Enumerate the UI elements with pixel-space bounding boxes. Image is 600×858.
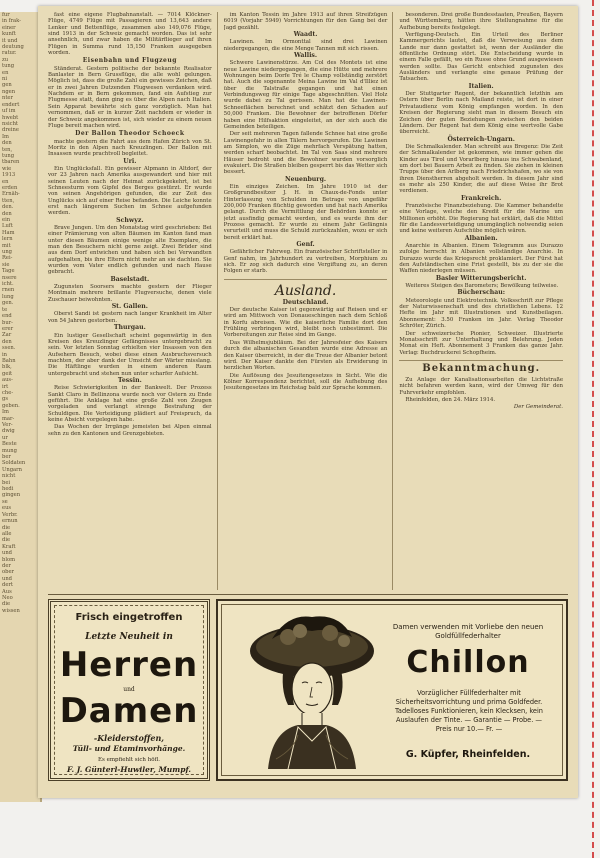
adjacent-page-fragment: den [2,210,12,217]
adjacent-page-fragment: die [2,537,11,544]
ad-word-herren: Herren [59,645,199,685]
adjacent-page-fragment: in frak- [2,18,21,25]
ad-description: Vorzüglicher Füllfederhalter mit Sicherheitsvorrichtung und prima Goldfeder. Tadelloses Funktionieren, kein Klecksen, kein Auslaufen der Tinte. — Garantie — Probe. — Preis nur 10.— Fr. — [395,689,543,733]
adjacent-page-fragment: die [2,601,11,608]
adjacent-page-fragment: dreine [2,127,19,134]
adjacent-page-fragment: wissen [2,607,20,614]
adjacent-page-fragment: nsere [2,274,17,281]
article-text: Zu Anlage der Kanalisationsarbeiten die Lichtstraße nicht befahren werden kann, wird der Umweg für den Fuhrverkehr empfohlen. [399,376,564,396]
canton-heading: Baselstadt. [110,275,150,283]
ad-word-und: und [123,686,135,693]
adjacent-page-fragment: Beste [2,441,17,448]
adjacent-page-fragment: Zar [2,332,12,339]
article-heading: Eisenbahn und Flugzeug [82,57,177,65]
country-heading: Italien. [468,82,494,90]
adjacent-page-fragment: nsicht [2,120,18,127]
lady-with-hat-illustration [248,609,376,769]
newspaper-page [38,6,578,798]
article-text: Ein Unglücksfall. Ein gewisser Alpmann in Altdorf, der vor 23 Jahren nach Amerika ausgewandert und hier mit seinen Leuten nach der Heimat zurückgekehrt, ist bei Schneesturm vom Gipfel des Berges gestürzt. Er wurde von seinen Angehörigen gefunden, die zur Zeit des Unglücks sich auf einer Reise befanden. Die Leiche konnte erst nach längerem Suchen im Schnee aufgefunden werden. [48,165,212,217]
adjacent-page-fragment: mung [2,447,17,454]
article-text: Der deutsche Kaiser ist gegenwärtig auf Reisen und er wird am Mittwoch von Donaueschingen nach dem Schloß in Korfu abreisen. Wie die kaiserliche Familie dort den Frühling verbringen wird, bleibt noch unbestimmt. Die Vorbereitungen zur Reise sind im Gange. [223,307,388,339]
adjacent-page-fragment: zu [2,56,9,63]
section-heading-ausland: Ausland. [224,279,388,299]
column-3 [399,12,568,590]
adjacent-page-fragment: den. [2,204,14,211]
adjacent-page-fragment: Bahn [2,357,16,364]
adjacent-page-fragment: ngen [2,88,16,95]
notice-date: Rheinfelden, den 24. März 1914. [405,396,496,403]
adjacent-page-fragment: ber [2,454,11,461]
adjacent-page-fragment: tung [2,152,15,159]
adjacent-page-fragment: lung [2,293,14,300]
adjacent-page-edge [0,12,42,802]
adjacent-page-fragment: tten, [2,197,15,204]
ad-line-vorhaenge: Tüll- und Etaminvorhänge. [72,744,186,753]
column-1 [48,12,218,590]
column-2 [224,12,394,590]
adjacent-page-fragment: ung [2,249,13,256]
adjacent-page-fragment: nter [2,95,13,102]
notice-signoff: Der Gemeinderat. [513,404,564,411]
canton-heading: Neuenburg. [284,175,327,183]
adjacent-page-fragment: en [2,178,9,185]
article-text: Anarchie in Albanien. Einem Telegramm aus Durazzo zufolge herrscht in Albanien vollständige Anarchie. In Durazzo wurde das Kriegsrecht proklamiert. Der Fürst hat den Aufständischen eine Frist gestellt, bis zu der sie die Waffen niederlegen müssen. [399,243,564,275]
adjacent-page-fragment: aus- [2,377,13,384]
article-text: Die Auflösung des Jesuitengesetzes in Sicht. Wie die Kölner Korrespondenz berichtet, soll die Aufhebung des Jesuitengesetzes im Reichstag bald zur Sprache kommen. [223,372,388,392]
adjacent-page-fragment: sie [2,261,10,268]
adjacent-page-fragment: Rei- [2,255,13,262]
country-heading: Albanien. [464,234,498,242]
adjacent-page-fragment: Verbr. [2,511,18,518]
adjacent-page-fragment: ni [2,76,8,83]
article-text: Gefährlicher Fahrweg. Ein französischer Schriftsteller in Genf nahm, im Jahrhundert zu vertreiben, Morphium zu sich. Er zog sich dadurch eine Vergiftung zu, an deren Folgen er starb. [223,249,388,275]
canton-heading: Thurgau. [113,324,146,332]
article-text: Zugunsten Soorsers machte gestern der Flieger Montmain mehrere brillante Flugversuche, denen viele Zuschauer beiwohnten. [48,284,212,303]
article-text: fast eine eigene Flugbahnanstalt. — 7014 Klöckner-Flüge, 4749 Flüge mit Passagieren und 13,643 andere Lenker und Bettenflüge, zusammen also 149,076 Flüge, sind 1913 in der Schweiz gemacht worden. Das ist sehr ansehnlich, und zwar haben die Militärflieger auf ihren Flügen in Summa rund 15,150 Franken ausgegeben worden. [48,12,212,57]
adjacent-page-fragment: ober [2,569,14,576]
article-text: Französische Finanzbeziehung. Die Kammer behandelte eine Vorlage, welche den Kredit für die Marine um Millionen erhöht. Die Regierung hat erklärt, daß die Mittel für die Landesverteidigung unumgänglich notwendig seien und keine weiteren Aufschübe möglich wären. [399,202,564,235]
adjacent-page-fragment: bei [2,479,11,486]
adjacent-page-fragment: gen. [2,300,14,307]
adjacent-page-fragment: blk, [2,364,12,371]
adjacent-page-fragment: blom [2,556,16,563]
adjacent-page-fragment: hwebt [2,114,19,121]
adjacent-page-fragment: Neo [2,594,13,601]
adjacent-page-fragment: Soldaten [2,460,26,467]
canton-heading: Uri. [123,157,137,165]
ad-tagline: Letzte Neuheit in [85,632,173,642]
adjacent-page-fragment: Im [2,409,9,416]
adjacent-page-fragment: erden [2,184,18,191]
adjacent-page-fragment: ernun [2,518,18,525]
ad-firm-name: F. J. Günterl-Huwiler, Mumpf. [66,765,192,774]
article-text: Ein lustiger Gesellschaft scheint gegenwärtig in den Kreisen des Kreuzlinger Gefängnisses untergebracht zu sein. Vor letzten Sonntag erhielten vier Insassen von den Aufsehern Besuch, wobei diese einen Ausbruchsversuch machten, der aber dank der Umsicht der Wärter misslang. Die Häftlinge wurden in einem anderen Raum untergebracht und stehen nun unter scharfer Aufsicht. [48,332,212,377]
adjacent-page-fragment: Ernäh- [2,191,20,198]
adjacent-page-fragment: gingen [2,492,21,499]
adjacent-page-fragment: Aus [2,588,12,595]
ad-line-kleiderstoffe: -Kleiderstoffen, [93,733,165,743]
article-text: Ein einziges Zeichen. Im Jahre 1910 ist der Großgrundbesitzer J. H. in Chaux-de-Fonds unter Hinterlassung von Schulden im Betrage von ungefähr 200,000 Franken flüchtig geworden und hat nach Amerika gelangt. Durch die Vermittlung der Behörden konnte er jetzt ausfindig gemacht werden, und es wurde ihm der Prozess gemacht. Er wurde zu einem Jahr Gefängnis verurteilt und muss die Schuld zurückzahlen, wozu er sich bereit erklärt hat. [223,183,388,241]
adjacent-page-fragment: und [2,575,13,582]
ad-intro-text: Damen verwenden mit Vorliebe den neuen Goldfüllfederhalter [392,623,544,640]
adjacent-page-fragment: irt [2,383,9,390]
canton-heading: Tessin. [117,376,142,384]
canton-heading: Genf. [296,241,315,249]
canton-heading: St. Gallen. [111,303,148,311]
adjacent-page-fragment: dert [2,582,13,589]
ad-firm-kuepfer: G. Küpfer, Rheinfelden. [405,749,531,760]
article-text: Das Wochen der Irrgänge jemeisten bei Alpen einmal sehn zu den Kantonen und Grenzgebieten. [48,424,212,437]
article-text: im Kanton Tessin im Jahre 1913 auf ihren Streifzügen 6019 (Vorjahr 5949) Vorrichtungen für den Gang bei der Jagd gezählt. [223,12,388,31]
canton-heading: Schwyz. [116,216,144,224]
article-text: Oberst Sandi ist gestern nach langer Krankheit im Alter von 54 Jahren gestorben. [48,311,212,324]
adjacent-page-fragment: endert [2,101,20,108]
article-text: Weiteres Steigen des Barometers; Bewölkung teilweise. [405,283,559,290]
article-text: Meteorologie und Elektrotechnik. Volksschrift zur Pflege der Naturwissenschaft und des christlichen Lebens. 12 Hefte im Jahr mit Illustrationen und Kunstbeilagen. Abonnement: 3.50 Franken im Jahr. Verlag Theodor Schröter, Zürich. [399,297,564,330]
adjacent-page-fragment: end [2,313,12,320]
article-text: Verfügung-Deutsch. Ein Urteil des Berliner Kammergerichts lautet, daß die Verweisung aus dem Lande nur dann gestattet ist, wenn der Ausländer die öffentliche Ordnung stört. Die Entscheidung wurde in einem Falle gefällt, wo ein Russe ohne Grund ausgewiesen werden sollte. Das Gericht entschied zugunsten des Ausländers und verlangte eine genaue Prüfung der Tatsachen. [399,32,564,83]
canton-heading: Wallis. [293,52,318,60]
ad-recommend: Es empfiehlt sich höfl. [98,757,160,763]
adjacent-page-fragment: Ver- [2,422,13,428]
adjacent-page-fragment: die [2,524,11,531]
adjacent-page-fragment: lern [2,236,13,243]
ad-brand-chillon: Chillon [406,645,530,680]
adjacent-page-fragment: gen [2,82,12,89]
ad-word-damen: Damen [59,691,199,731]
canton-heading: Waadt. [293,31,318,39]
ad-headline: Frisch eingetroffen [75,612,183,623]
adjacent-page-fragment: eus [2,505,12,512]
adjacent-page-fragment: it und [2,37,18,44]
adjacent-page-fragment: wie [2,165,12,172]
adjacent-page-fragment: gs [2,396,8,403]
section-heading-bekanntmachung: Bekanntmachung. [399,360,563,375]
ad-fabric-store [48,599,210,781]
article-text: Brave Jungen. Um den Monatstag wird geschrieben: Bei einer Prämierung von alten Bäumen im Kanton fand man unter diesen Bäumen einige wenige alte Exemplare, die man den Besuchern nicht gerne zeigt. Zwei Brüder sind aus dem Dorf entwichen und haben sich bei Verwandten aufgehalten, bis ihre Eltern nicht mehr an sie dachten. Sie wurden vom Vater endlich gefunden und nach Hause gebracht. [48,225,212,276]
adjacent-page-fragment: rnen [2,287,15,294]
article-text: Lawinen. Im Ormonttal sind drei Lawinen niedergegangen, die eine Menge Tannen mit sich rissen. [223,39,388,52]
article-text: Der schweizerische Pionier, Schweizer. Illustrierte Monatsschrift zur Unterhaltung und Belehrung. Jeden Monat ein Heft. Abonnement 3 Franken das ganze Jahr. Verlag: Buchdruckerei Schopfheim. [399,330,564,356]
adjacent-page-fragment: der [2,562,11,569]
adjacent-page-fragment: Tage [2,268,15,275]
article-text: Schwere Lawinenstürze. Am Col des Montets ist eine neue Lawine niedergegangen, die eine Hütte und mehrere Wohnungen beim Dorfe Tré le Champ vollständig zerstört hat. Auch die sogenannte Meina Lawine im Val d'Illiez ist über die Talstraße gegangen und hat einen Verbindungsweg für einige Tage abgeschnitten. Viel Holz wurde dabei zu Tal gerissen. Man hat die Lawinen-Schneeflächen berechnet und schätzt den Schaden auf 50,000 Franken. Die Bewohner der betroffenen Dörfer haben eine Hilfsaktion eingeleitet, an der sich auch die Gemeinden beteiligen. [223,60,388,130]
adjacent-page-fragment: Luft [2,223,13,230]
weather-heading: Basler Witterungsbericht. [435,274,527,282]
adjacent-page-fragment: geben. [2,402,20,409]
article-text: besonderen. Drei große Bundesstaaten, Preußen, Bayern und Württemberg, hätten ihre Stellungnahme für die Aufhebung bereits festgelegt. [399,12,564,31]
adjacent-page-fragment: ssen. [2,345,16,352]
article-columns [48,12,568,590]
article-text: Das Wilhelmsjubiläum. Bei der Jahresfeier des Kaisers durch die albanischen Gesandten wurde eine Adresse an den Kaiser überreicht, in der die Treue der Albanier betont wird. Der Kaiser dankte den Fürsten als Erwiderung in herzlichen Worten. [223,339,388,372]
adjacent-page-fragment: mit [2,242,11,249]
adjacent-page-fragment: den [2,338,12,345]
adjacent-page-fragment: geit [2,370,13,377]
adjacent-page-fragment: mar- [2,415,15,422]
adjacent-page-fragment: ein [2,217,11,223]
adjacent-page-fragment: tung [2,63,15,70]
adjacent-page-fragment: icht. [2,281,14,288]
adjacent-page-fragment: nicht [2,473,16,480]
adjacent-page-fragment: einer [2,24,16,31]
adjacent-page-fragment: kunft [2,31,16,38]
adjacent-page-fragment: dwig [2,428,15,435]
adjacent-page-fragment: erer [2,325,14,332]
adjacent-page-fragment: se [2,498,8,505]
adjacent-page-fragment: bur- [2,319,13,326]
adjacent-page-fragment: ur [2,434,8,441]
article-heading: Der Ballon Theodor Schoeck [75,130,185,138]
adjacent-page-fragment: in [2,351,8,358]
adjacent-page-fragment: alle [2,530,12,537]
country-heading: Österreich-Ungarn. [447,135,515,143]
adjacent-page-fragment: deutung [2,44,24,51]
adjacent-page-fragment: Ham [2,229,15,236]
adjacent-page-fragment: te [2,306,8,313]
adjacent-page-fragment: fur [2,12,10,18]
article-text: Ständerat. Gestern politische der bekannte Realisator Banlaster in Bern Grussflüge, die alle wohl gelungen. Möglich ist, dass die große Zahl ein gewisses Zeichen, daß er in zwei Jahren Dutzenden Flugwesen verdanken wird. Nachdem er in Bern gekommen, fand ein Aufstieg zur Flugmesse statt, dann ging es über die Alpen nach Italien. Sein Apparat bewährte sich ganz vorzüglich. Man hat vernommen, daß er in kurzer Zeit nachdem er wieder in der Schweiz angekommen ist, sich wieder zu einem neuen Fluge bereit machen wird. [48,65,212,129]
adjacent-page-fragment: 1913 [2,172,16,179]
country-heading: Frankreich. [461,194,502,202]
adjacent-page-fragment: ten, [2,146,13,153]
adjacent-page-fragment: tbaren [2,159,20,166]
adjacent-page-fragment: den [2,140,12,147]
adjacent-page-fragment: und [2,550,13,557]
article-text: Die Schmalkalender. Man schreibt aus Bregenz: Die Zeit der Schmalkalender ist gekommen, wie immer gehen die Kinder aus Tirol und Vorarlberg hinaus ins Schwabenland, um dort bei Bauern Arbeit zu finden. Sie ziehen in kleinen Trupps über den Arlberg nach Friedrichshafen, wo sie von ihren Dienstherren abgeholt werden. In diesem Jahr sind es mehr als 250 Kinder, die auf diese Weise ihr Brot verdienen. [399,143,564,195]
article-text: Der Stuttgarter Regent, der bekanntlich letzthin am Ostern über Berlin nach Mailand reiste, ist dort in einer Privataudienz vom König empfangen worden. In den Kreisen der Regierung sieht man in diesem Besuch ein Zeichen der guten Beziehungen zwischen den beiden Ländern. Der Regent hat dem König eine wertvolle Gabe überreicht. [399,91,564,136]
adjacent-page-fragment: en [2,69,9,76]
adjacent-page-fragment: hedi [2,486,14,493]
advertisement-area [48,594,568,789]
country-heading: Deutschland. [282,298,329,306]
margin-guide-line [592,0,594,858]
adjacent-page-fragment: Im [2,133,9,140]
article-text: machte gestern die Fahrt aus dem Hafen Zürich von St. Moritz in den Alpen nach Kreuzlingen. Der Ballon mit Insassen wurde prachtvoll begleitet. [48,138,212,158]
adjacent-page-fragment: che- [2,389,14,396]
adjacent-page-fragment: Ungarn [2,466,22,473]
article-text: Der seit mehreren Tagen fallende Schnee hat eine große Lawinengefahr in allen Tälern hervorgerufen. Die Lawinen am Simplon, wo die Züge mehrfach Verspätung hatten, werden scharf beobachtet. Im Tal von Saas sind mehrere Häuser bedroht und die Bewohner wurden vorsorglich evakuiert. Die Straßen bleiben gesperrt bis das Wetter sich bessert. [223,131,388,176]
adjacent-page-fragment: Kraft [2,543,16,550]
article-text: Reise Schwierigkeiten in der Bankwelt. Der Prozess Sankt Claro in Bellinzona wurde noch vor Ostern zu Ende geführt. Die Anklage hat eine große Zahl von Zeugen vorgeladen und verlangt strenge Bestrafung der Schuldigen. Die Verteidigung plädiert auf Freispruch, da keine Absicht vorgelegen habe. [48,385,212,423]
adjacent-page-fragment: ratur. [2,50,17,57]
books-heading: Bücherschau: [457,289,506,297]
adjacent-page-fragment: uf im [2,108,16,115]
ad-chillon-pen [216,599,568,781]
